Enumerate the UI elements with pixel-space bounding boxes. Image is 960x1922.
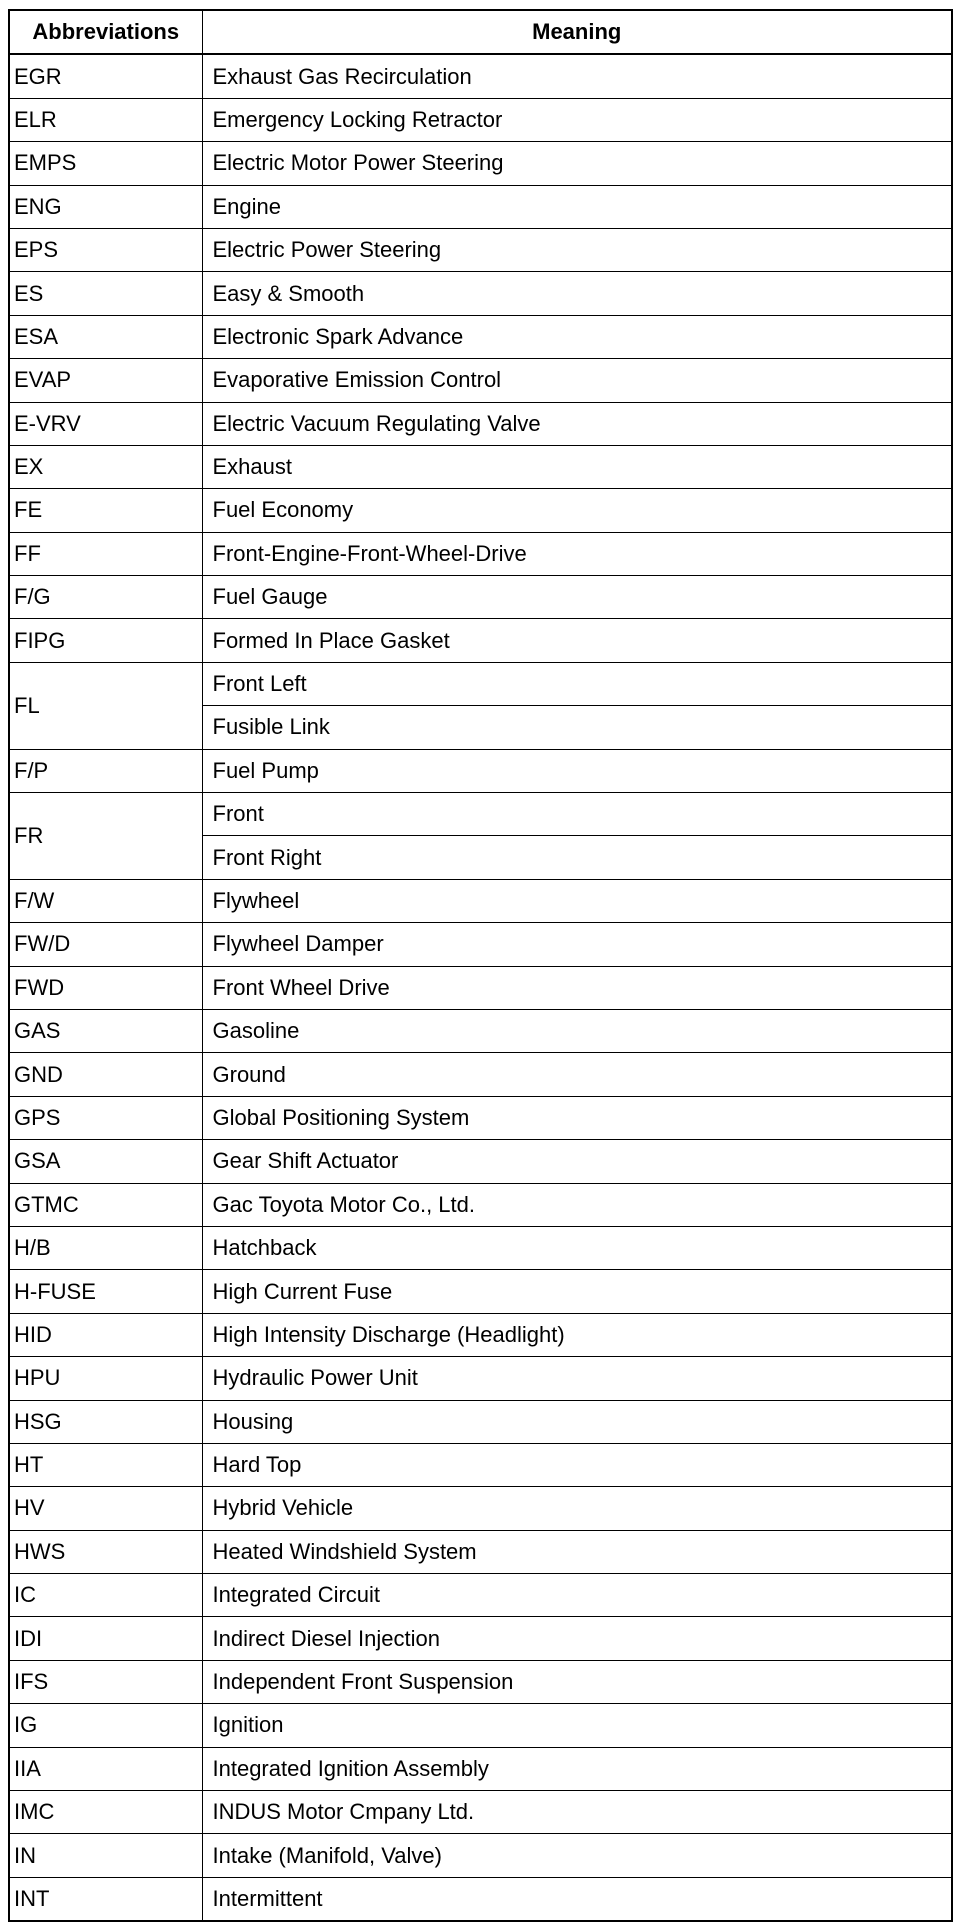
table-row bbox=[9, 1747, 952, 1790]
table-row bbox=[9, 923, 952, 966]
abbreviation-cell: EPS bbox=[9, 228, 202, 271]
abbreviation-cell: H/B bbox=[9, 1226, 202, 1269]
table-row bbox=[9, 228, 952, 271]
table-row bbox=[9, 445, 952, 488]
table-row bbox=[9, 185, 952, 228]
table-row bbox=[9, 749, 952, 792]
abbreviation-cell: ESA bbox=[9, 315, 202, 358]
abbreviation-cell: ENG bbox=[9, 185, 202, 228]
table-row bbox=[9, 576, 952, 619]
table-row bbox=[9, 1357, 952, 1400]
table-row bbox=[9, 879, 952, 922]
meaning-cell: Hydraulic Power Unit bbox=[202, 1357, 952, 1400]
abbreviation-cell: GAS bbox=[9, 1009, 202, 1052]
meaning-cell: Indirect Diesel Injection bbox=[202, 1617, 952, 1660]
meaning-cell: Independent Front Suspension bbox=[202, 1660, 952, 1703]
meaning-cell: Housing bbox=[202, 1400, 952, 1443]
header-meaning: Meaning bbox=[202, 10, 952, 54]
table-row bbox=[9, 619, 952, 662]
meaning-cell: Front Right bbox=[202, 836, 952, 879]
abbreviation-cell: INT bbox=[9, 1877, 202, 1921]
table-row bbox=[9, 98, 952, 141]
meaning-cell: Exhaust Gas Recirculation bbox=[202, 54, 952, 98]
table-row bbox=[9, 1660, 952, 1703]
meaning-cell: Gasoline bbox=[202, 1009, 952, 1052]
table-row bbox=[9, 532, 952, 575]
table-row bbox=[9, 359, 952, 402]
table-row bbox=[9, 1791, 952, 1834]
meaning-cell: Integrated Ignition Assembly bbox=[202, 1747, 952, 1790]
table-row bbox=[9, 1704, 952, 1747]
abbreviations-table bbox=[8, 9, 953, 1922]
meaning-cell: Electronic Spark Advance bbox=[202, 315, 952, 358]
abbreviation-cell: F/P bbox=[9, 749, 202, 792]
table-row bbox=[9, 1834, 952, 1877]
table-row bbox=[9, 142, 952, 185]
abbreviation-cell: H-FUSE bbox=[9, 1270, 202, 1313]
table-row bbox=[9, 1574, 952, 1617]
abbreviation-cell: FE bbox=[9, 489, 202, 532]
meaning-cell: Fusible Link bbox=[202, 706, 952, 749]
table-row bbox=[9, 1270, 952, 1313]
table-row bbox=[9, 1530, 952, 1573]
meaning-cell: INDUS Motor Cmpany Ltd. bbox=[202, 1791, 952, 1834]
meaning-cell: Electric Vacuum Regulating Valve bbox=[202, 402, 952, 445]
meaning-cell: Fuel Pump bbox=[202, 749, 952, 792]
abbreviation-cell: FL bbox=[9, 662, 202, 749]
abbreviation-cell: FWD bbox=[9, 966, 202, 1009]
meaning-cell: Easy & Smooth bbox=[202, 272, 952, 315]
abbreviation-cell: FR bbox=[9, 793, 202, 880]
table-header-row bbox=[9, 10, 952, 54]
table-row bbox=[9, 1053, 952, 1096]
meaning-cell: Front Wheel Drive bbox=[202, 966, 952, 1009]
meaning-cell: Ground bbox=[202, 1053, 952, 1096]
meaning-cell: Hard Top bbox=[202, 1443, 952, 1486]
abbreviation-cell: E-VRV bbox=[9, 402, 202, 445]
meaning-cell: Intake (Manifold, Valve) bbox=[202, 1834, 952, 1877]
meaning-cell: Formed In Place Gasket bbox=[202, 619, 952, 662]
abbreviation-cell: EX bbox=[9, 445, 202, 488]
meaning-cell: Intermittent bbox=[202, 1877, 952, 1921]
table-row bbox=[9, 793, 952, 836]
table-row bbox=[9, 662, 952, 705]
abbreviation-cell: HSG bbox=[9, 1400, 202, 1443]
abbreviation-cell: FW/D bbox=[9, 923, 202, 966]
abbreviation-cell: IC bbox=[9, 1574, 202, 1617]
abbreviation-cell: GPS bbox=[9, 1096, 202, 1139]
table-row bbox=[9, 315, 952, 358]
table-row bbox=[9, 1183, 952, 1226]
meaning-cell: Evaporative Emission Control bbox=[202, 359, 952, 402]
abbreviation-cell: ES bbox=[9, 272, 202, 315]
abbreviation-cell: IMC bbox=[9, 1791, 202, 1834]
meaning-cell: Exhaust bbox=[202, 445, 952, 488]
abbreviation-cell: HID bbox=[9, 1313, 202, 1356]
meaning-cell: Fuel Gauge bbox=[202, 576, 952, 619]
table-row bbox=[9, 54, 952, 98]
meaning-cell: Electric Motor Power Steering bbox=[202, 142, 952, 185]
abbreviation-cell: FIPG bbox=[9, 619, 202, 662]
abbreviation-cell: GND bbox=[9, 1053, 202, 1096]
table-row bbox=[9, 1096, 952, 1139]
table-row bbox=[9, 1400, 952, 1443]
table-row bbox=[9, 966, 952, 1009]
abbreviation-cell: HPU bbox=[9, 1357, 202, 1400]
meaning-cell: Front Left bbox=[202, 662, 952, 705]
table-row bbox=[9, 1009, 952, 1052]
table-row bbox=[9, 1140, 952, 1183]
abbreviation-cell: IFS bbox=[9, 1660, 202, 1703]
abbreviation-cell: IN bbox=[9, 1834, 202, 1877]
abbreviation-cell: GTMC bbox=[9, 1183, 202, 1226]
abbreviation-cell: EMPS bbox=[9, 142, 202, 185]
meaning-cell: Fuel Economy bbox=[202, 489, 952, 532]
meaning-cell: High Intensity Discharge (Headlight) bbox=[202, 1313, 952, 1356]
header-abbreviations: Abbreviations bbox=[9, 10, 202, 54]
abbreviation-cell: IG bbox=[9, 1704, 202, 1747]
meaning-cell: Heated Windshield System bbox=[202, 1530, 952, 1573]
meaning-cell: Gear Shift Actuator bbox=[202, 1140, 952, 1183]
abbreviation-cell: FF bbox=[9, 532, 202, 575]
abbreviation-cell: F/W bbox=[9, 879, 202, 922]
meaning-cell: High Current Fuse bbox=[202, 1270, 952, 1313]
meaning-cell: Hatchback bbox=[202, 1226, 952, 1269]
table-row bbox=[9, 1313, 952, 1356]
table-row bbox=[9, 1487, 952, 1530]
table-row bbox=[9, 1226, 952, 1269]
table-row bbox=[9, 1443, 952, 1486]
meaning-cell: Front bbox=[202, 793, 952, 836]
meaning-cell: Integrated Circuit bbox=[202, 1574, 952, 1617]
meaning-cell: Hybrid Vehicle bbox=[202, 1487, 952, 1530]
abbreviation-cell: EVAP bbox=[9, 359, 202, 402]
table-row bbox=[9, 489, 952, 532]
table-row bbox=[9, 402, 952, 445]
abbreviation-cell: GSA bbox=[9, 1140, 202, 1183]
meaning-cell: Flywheel Damper bbox=[202, 923, 952, 966]
meaning-cell: Engine bbox=[202, 185, 952, 228]
meaning-cell: Ignition bbox=[202, 1704, 952, 1747]
meaning-cell: Flywheel bbox=[202, 879, 952, 922]
abbreviation-cell: EGR bbox=[9, 54, 202, 98]
abbreviation-cell: IDI bbox=[9, 1617, 202, 1660]
table-row bbox=[9, 1617, 952, 1660]
meaning-cell: Electric Power Steering bbox=[202, 228, 952, 271]
meaning-cell: Global Positioning System bbox=[202, 1096, 952, 1139]
table-row bbox=[9, 272, 952, 315]
meaning-cell: Front-Engine-Front-Wheel-Drive bbox=[202, 532, 952, 575]
table-body bbox=[9, 54, 952, 1921]
abbreviation-cell: HT bbox=[9, 1443, 202, 1486]
meaning-cell: Gac Toyota Motor Co., Ltd. bbox=[202, 1183, 952, 1226]
abbreviation-cell: HV bbox=[9, 1487, 202, 1530]
abbreviation-cell: ELR bbox=[9, 98, 202, 141]
table-row bbox=[9, 1877, 952, 1921]
abbreviation-cell: HWS bbox=[9, 1530, 202, 1573]
meaning-cell: Emergency Locking Retractor bbox=[202, 98, 952, 141]
abbreviation-cell: F/G bbox=[9, 576, 202, 619]
abbreviation-cell: IIA bbox=[9, 1747, 202, 1790]
